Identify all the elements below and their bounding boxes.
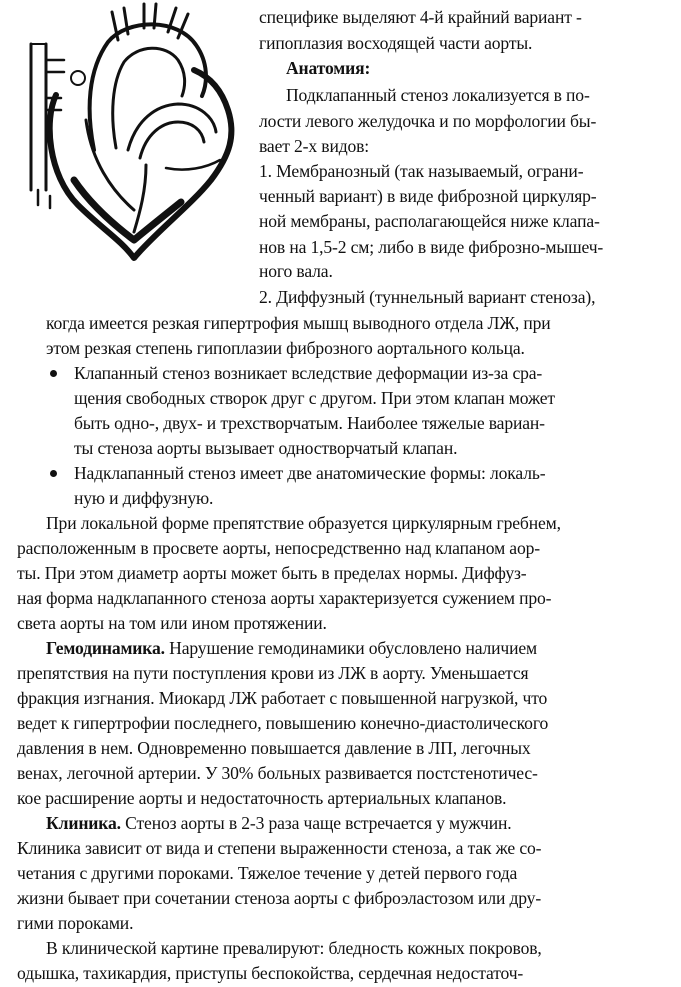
text-line-37: гими пороками.	[17, 913, 134, 933]
text-line-16: щения свободных створок друг с другом. При этом клапан может	[74, 388, 555, 408]
text-line-11: ного вала.	[259, 261, 333, 281]
text-line-21: При локальной форме препятствие образуется циркулярным гребнем,	[46, 513, 561, 533]
text-line-5: лости левого желудочка и по морфологии бы-	[259, 111, 597, 131]
text-line-23: ты. При этом диаметр аорты может быть в пределах нормы. Диффуз-	[17, 563, 527, 583]
heart-illustration	[16, 0, 251, 270]
section-heading-hemodynamics: Гемодинамика.	[46, 638, 165, 658]
text-line-30: давления в нем. Одновременно повышается давление в ЛП, легочных	[17, 738, 531, 758]
text-line-32: кое расширение аорты и недостаточность артериальных клапанов.	[17, 788, 507, 808]
text-line-38: В клинической картине превалируют: бледность кожных покровов,	[46, 938, 542, 958]
paragraph-hemodynamics	[46, 636, 537, 660]
text-line-7: 1. Мембранозный (так называемый, ограни-	[259, 161, 584, 181]
text-line-39: одышка, тахикардия, приступы беспокойства, сердечная недостаточ-	[17, 963, 524, 983]
text-line-1: специфике выделяют 4-й крайний вариант -	[259, 7, 582, 27]
text-line-10: нов на 1,5-2 см; либо в виде фиброзно-мышеч-	[259, 237, 604, 257]
text-line-22: расположенным в просвете аорты, непосредственно над клапаном аор-	[17, 538, 540, 558]
text-line-18: ты стеноза аорты вызывает одностворчатый клапан.	[74, 438, 458, 458]
text-line-34: Клиника зависит от вида и степени выраженности стеноза, а так же со-	[17, 838, 542, 858]
text-line-36: жизни бывает при сочетании стеноза аорты с фиброэластозом или дру-	[17, 888, 542, 908]
text-line-31: венах, легочной артерии. У 30% больных развивается постстенотичес-	[17, 763, 538, 783]
text-line-35: четания с другими пороками. Тяжелое течение у детей первого года	[17, 863, 518, 883]
paragraph-clinic	[46, 811, 511, 835]
text-line-26: Нарушение гемодинамики обусловлено наличием	[169, 638, 538, 658]
bullet-icon	[50, 370, 57, 377]
text-line-9: ной мембраны, располагающейся ниже клапа-	[259, 211, 600, 231]
text-line-14: этом резкая степень гипоплазии фиброзного аортального кольца.	[46, 338, 525, 358]
text-line-8: ченный вариант) в виде фиброзной циркуляр-	[259, 186, 597, 206]
text-line-15: Клапанный стеноз возникает вследствие деформации из-за сра-	[74, 363, 543, 383]
text-line-17: быть одно-, двух- и трехстворчатым. Наиболее тяжелые вариан-	[74, 413, 545, 433]
text-line-4: Подклапанный стеноз локализуется в по-	[286, 85, 590, 105]
text-line-20: ную и диффузную.	[74, 488, 214, 508]
bullet-icon	[50, 470, 57, 477]
text-line-28: фракция изгнания. Миокард ЛЖ работает с повышенной нагрузкой, что	[17, 688, 548, 708]
text-line-2: гипоплазия восходящей части аорты.	[259, 33, 533, 53]
text-line-25: света аорты на том или ином протяжении.	[17, 613, 327, 633]
text-line-27: препятствия на пути поступления крови из ЛЖ в аорту. Уменьшается	[17, 663, 529, 683]
section-heading-anatomy: Анатомия:	[286, 58, 371, 78]
text-line-29: ведет к гипертрофии последнего, повышению конечно-диастолического	[17, 713, 549, 733]
text-line-12: 2. Диффузный (туннельный вариант стеноза),	[259, 287, 596, 307]
text-line-13: когда имеется резкая гипертрофия мышц выводного отдела ЛЖ, при	[46, 313, 551, 333]
text-line-19: Надклапанный стеноз имеет две анатомические формы: локаль-	[74, 463, 546, 483]
text-line-6: вает 2-х видов:	[259, 136, 370, 156]
text-line-33: Стеноз аорты в 2-3 раза чаще встречается у мужчин.	[125, 813, 512, 833]
section-heading-clinic: Клиника.	[46, 813, 121, 833]
text-line-24: ная форма надклапанного стеноза аорты характеризуется сужением про-	[17, 588, 552, 608]
